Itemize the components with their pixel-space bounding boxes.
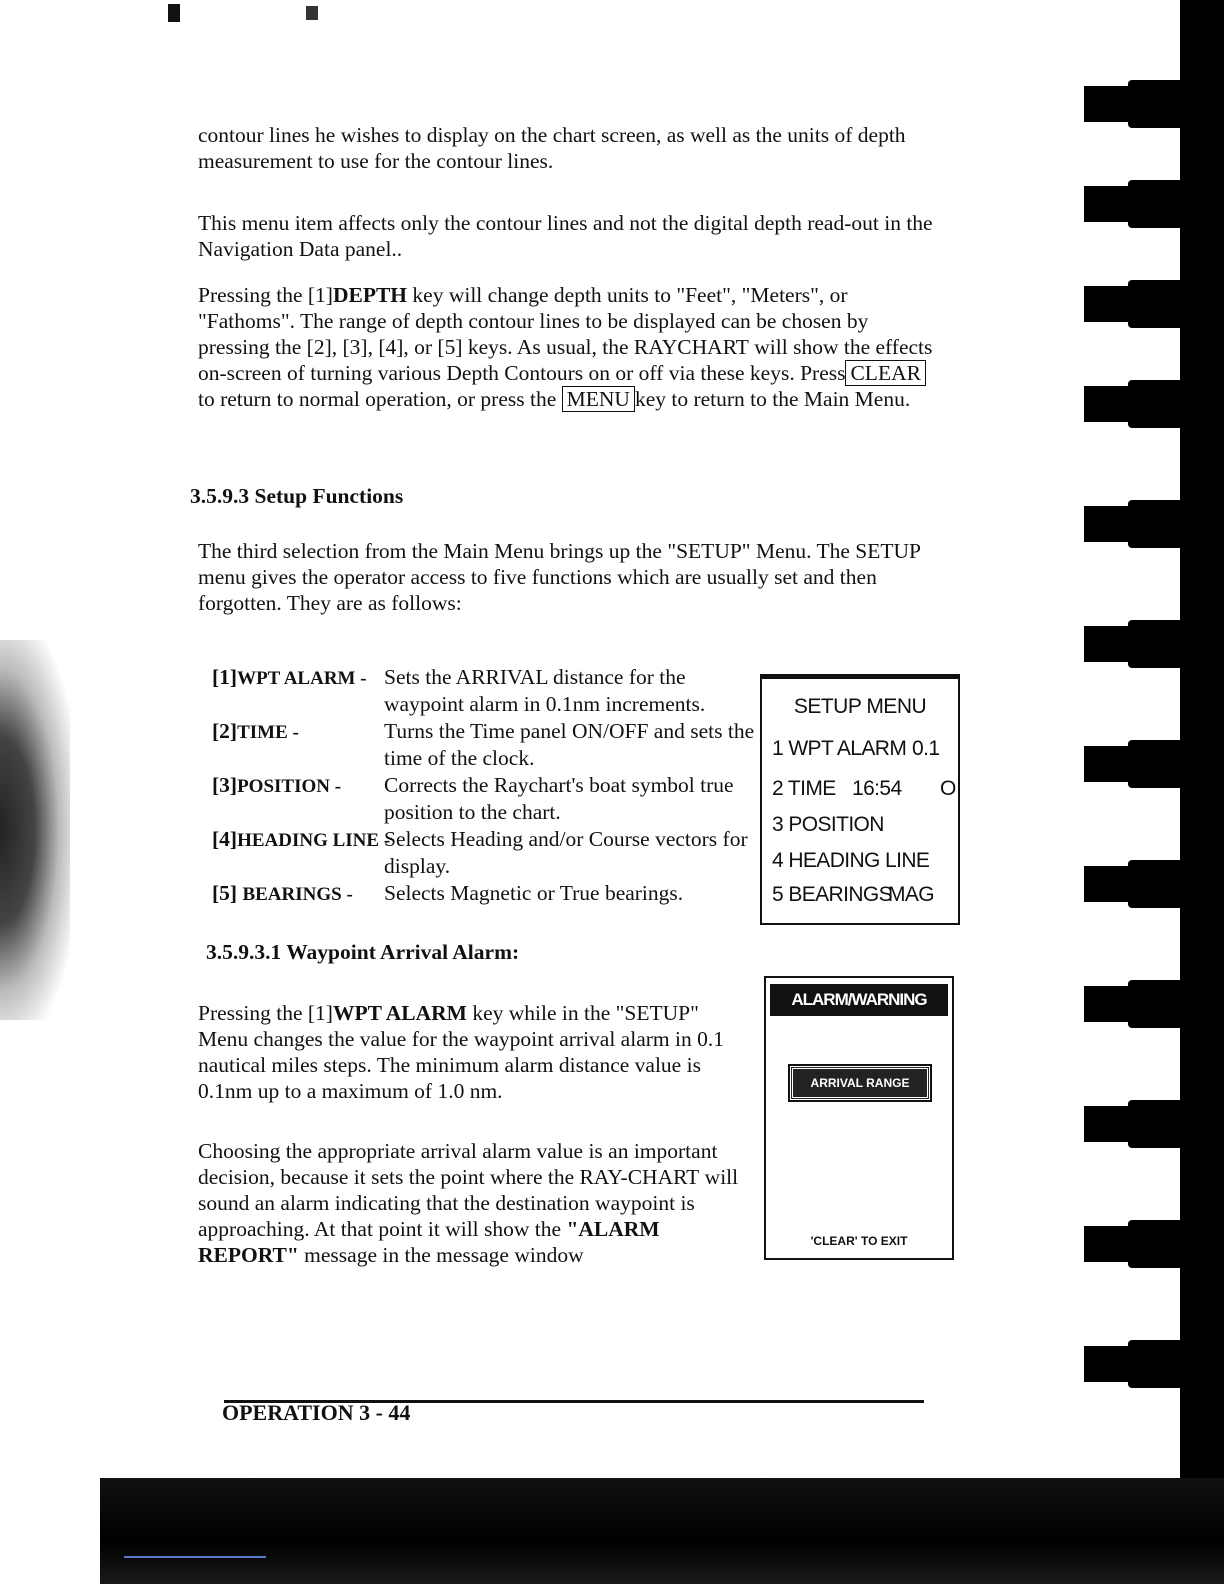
- binding-ring: [1070, 380, 1224, 428]
- clear-key: CLEAR: [845, 360, 925, 386]
- binding-ring: [1070, 280, 1224, 328]
- paragraph-menu-item: This menu item affects only the contour lines and not the digital depth read-out in the Navigation Data panel..: [198, 211, 933, 261]
- scan-artifact: [168, 4, 180, 22]
- setup-menu-row: 4 HEADING LINE: [772, 849, 930, 872]
- setup-menu-screen: [760, 674, 960, 925]
- paragraph-depth-key: Pressing the [1]DEPTH key will change depth units to "Feet", "Meters", or "Fathoms". The range of depth contour lines to be displayed can be chosen by pressing the [2], [3], [4], or [5] keys. As usual, the RAYCHART will show the effects on-screen of turning various Depth Contours on or off via these keys. Press CLEAR to return to normal operation, or press the MENU key to return to the Main Menu.: [198, 283, 933, 411]
- binding-ring: [1070, 620, 1224, 668]
- scan-artifact: [306, 6, 318, 20]
- scan-artifact: [124, 1556, 266, 1558]
- setup-menu-row: 5 BEARINGS MAG: [772, 883, 935, 906]
- list-item: [2]TIME - Turns the Time panel ON/OFF and sets the time of the clock.: [212, 719, 755, 770]
- binding-ring: [1070, 1100, 1224, 1148]
- section-heading-arrival: 3.5.9.3.1 Waypoint Arrival Alarm:: [206, 940, 520, 964]
- setup-menu-row: 1 WPT ALARM 0.1: [772, 737, 940, 760]
- setup-menu-row: 2 TIME 16:54 O: [772, 777, 956, 800]
- paragraph-wpt-alarm: Pressing the [1]WPT ALARM key while in the "SETUP" Menu changes the value for the waypoint arrival alarm in 0.1 nautical miles steps. The minimum alarm distance value is 0.1nm up to a maximum of 1.0 nm.: [198, 1001, 724, 1103]
- setup-menu-title: SETUP MENU: [793, 695, 927, 718]
- binding-ring: [1070, 180, 1224, 228]
- page-footer: OPERATION 3 - 44: [222, 1400, 411, 1425]
- depth-key-label: DEPTH: [332, 283, 408, 307]
- scan-shadow-left: [0, 640, 70, 1020]
- alarm-exit-hint: 'CLEAR' TO EXIT: [810, 1234, 908, 1248]
- binding-ring: [1070, 860, 1224, 908]
- alarm-report-title: ALARM/WARNING REPORT: [770, 984, 948, 1016]
- paragraph-contour: contour lines he wishes to display on the chart screen, as well as the units of depth measurement to use for the contour lines.: [198, 123, 906, 173]
- binding-ring: [1070, 1220, 1224, 1268]
- setup-function-list: [212, 664, 755, 914]
- binding-ring: [1070, 1340, 1224, 1388]
- binding-ring: [1070, 740, 1224, 788]
- wpt-alarm-key-label: WPT ALARM: [332, 1001, 467, 1025]
- spiral-binding: [1070, 40, 1224, 1500]
- binding-ring: [1070, 80, 1224, 128]
- alarm-report-screen: [764, 976, 954, 1260]
- list-item: [4]HEADING LINE - Selects Heading and/or Course vectors for display.: [212, 827, 748, 878]
- binding-ring: [1070, 500, 1224, 548]
- raychart-brand: RAY-CHART: [579, 1165, 700, 1189]
- setup-menu-row: 3 POSITION: [772, 813, 884, 836]
- binding-ring: [1070, 980, 1224, 1028]
- list-item: [1]WPT ALARM - Sets the ARRIVAL distance for the waypoint alarm in 0.1nm increments.: [212, 665, 706, 716]
- section-heading-setup: 3.5.9.3 Setup Functions: [190, 484, 404, 508]
- list-item: [3]POSITION - Corrects the Raychart's boat symbol true position to the chart.: [212, 773, 734, 824]
- menu-key: MENU: [562, 386, 635, 412]
- paragraph-alarm-value: Choosing the appropriate arrival alarm value is an important decision, because it sets the point where the RAY-CHART will sound an alarm indicating that the destination waypoint is approaching. At that point it will show the "ALARM REPORT" message in the message window: [198, 1139, 739, 1267]
- alarm-report-label: "ALARM REPORT": [198, 1217, 660, 1267]
- list-item: [5] BEARINGS - Selects Magnetic or True bearings.: [212, 881, 684, 905]
- arrival-range-badge: ARRIVAL RANGE: [790, 1066, 930, 1100]
- raychart-brand: RAYCHART: [633, 335, 749, 359]
- scan-shadow-bottom: [100, 1478, 1224, 1584]
- paragraph-setup-intro: The third selection from the Main Menu brings up the "SETUP" Menu. The SETUP menu gives the operator access to five functions which are usually set and then forgotten. They are as follows:: [198, 539, 921, 615]
